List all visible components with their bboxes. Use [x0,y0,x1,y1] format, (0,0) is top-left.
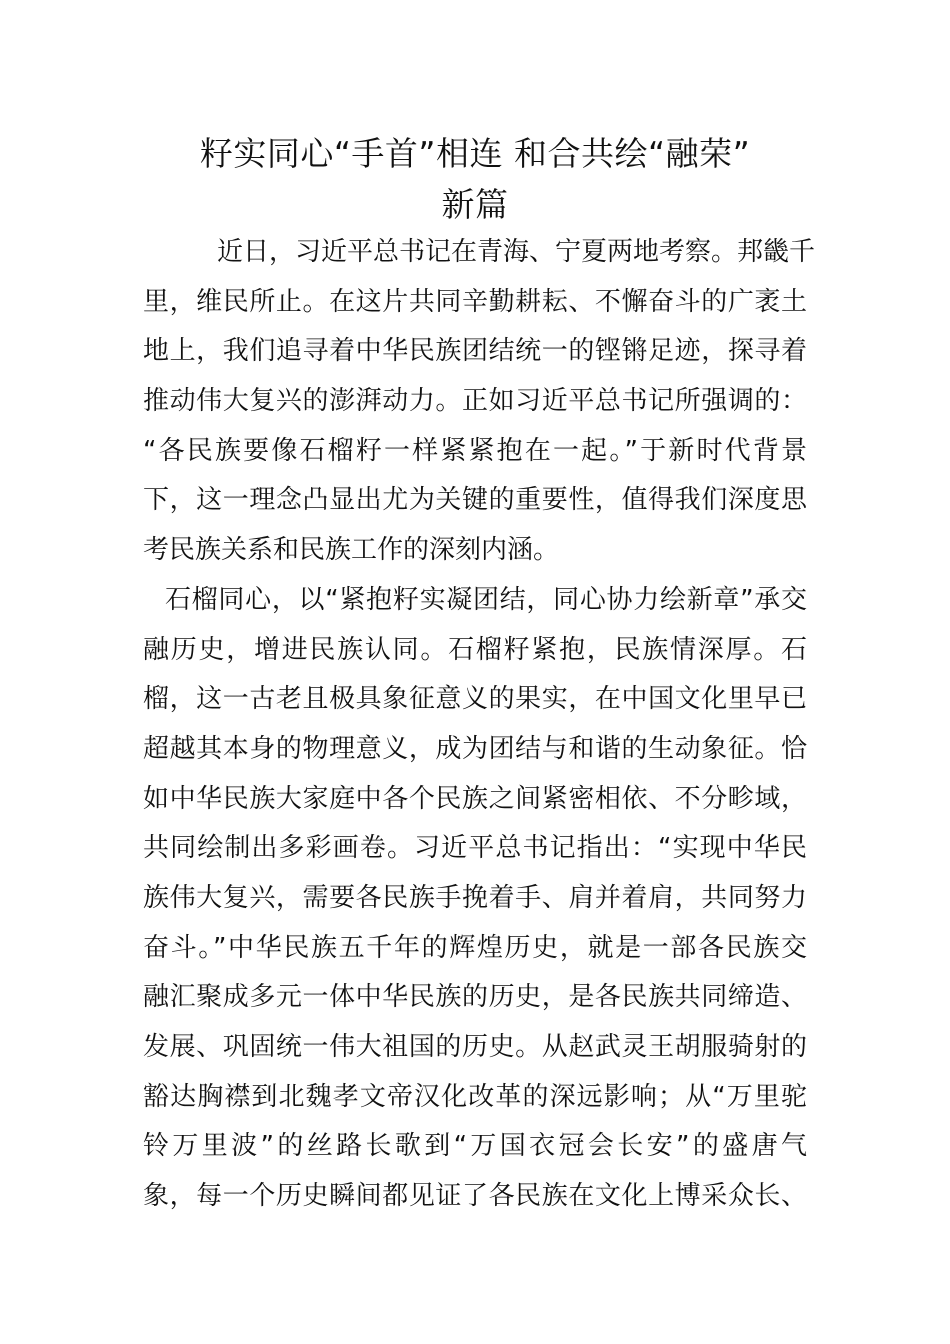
title-line-1: 籽实同心“手首”相连 和合共绘“融荣” [199,134,751,173]
paragraph-2-line: 奋斗。”中华民族五千年的辉煌历史，就是一部各民族交 [143,932,807,963]
paragraph-2-line: 族伟大复兴，需要各民族手挽着手、肩并着肩，共同努力 [143,882,807,913]
paragraph-1-line: 近日，习近平总书记在青海、宁夏两地考察。邦畿千 [217,237,816,267]
paragraph-2-line: 石榴同心，以“紧抱籽实凝团结，同心协力绘新章”承交 [165,584,807,615]
paragraph-2-line: 铃万里波”的丝路长歌到“万国衣冠会长安”的盛唐气 [143,1131,807,1162]
article-title [130,128,820,230]
article-body [143,228,816,1222]
paragraph-2-line: 融历史，增进民族认同。石榴籽紧抱，民族情深厚。石 [143,634,807,665]
paragraph-1-line: 里，维民所止。在这片共同辛勤耕耘、不懈奋斗的广袤土 [143,286,807,317]
title-line-2: 新篇 [441,185,509,224]
paragraph-2-line: 象，每一个历史瞬间都见证了各民族在文化上博采众长、 [143,1181,807,1212]
paragraph-2-line: 发展、巩固统一伟大祖国的历史。从赵武灵王胡服骑射的 [143,1032,807,1062]
paragraph-1-line: 下，这一理念凸显出尤为关键的重要性，值得我们深度思 [143,485,807,516]
paragraph-2-line: 豁达胸襟到北魏孝文帝汉化改革的深远影响；从“万里驼 [143,1081,807,1112]
paragraph-1-line: 地上，我们追寻着中华民族团结统一的铿锵足迹，探寻着 [143,336,807,367]
paragraph-2-line: 共同绘制出多彩画卷。习近平总书记指出：“实现中华民 [143,833,807,864]
paragraph-1-line: 推动伟大复兴的澎湃动力。正如习近平总书记所强调的： [143,386,807,417]
paragraph-2-line: 超越其本身的物理意义，成为团结与和谐的生动象征。恰 [143,733,807,764]
paragraph-1-line: “各民族要像石榴籽一样紧紧抱在一起。”于新时代背景 [143,435,807,466]
paragraph-1-line: 考民族关系和民族工作的深刻内涵。 [143,535,560,566]
paragraph-2-line: 如中华民族大家庭中各个民族之间紧密相依、不分畛域， [143,783,807,814]
paragraph-2-line: 榴，这一古老且极具象征意义的果实，在中国文化里早已 [143,684,807,715]
paragraph-2-line: 融汇聚成多元一体中华民族的历史，是各民族共同缔造、 [143,982,807,1013]
